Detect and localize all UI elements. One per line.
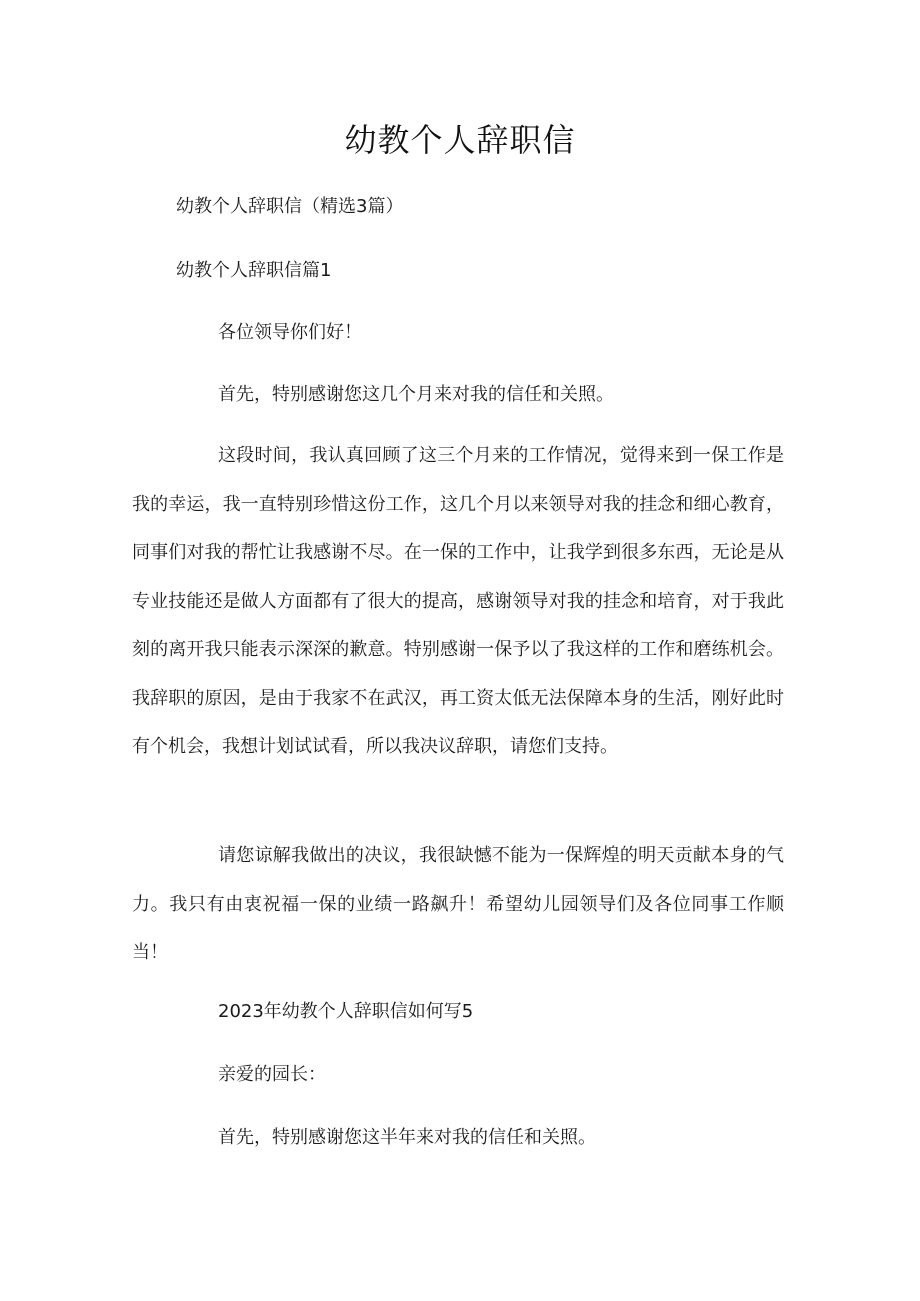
section-heading-1: 幼教个人辞职信篇1 <box>176 260 332 281</box>
greeting-1: 各位领导你们好！ <box>218 322 362 343</box>
body-paragraph-2: 请您谅解我做出的决议，我很缺憾不能为一保辉煌的明天贡献本身的气力。我只有由衷祝福一保的业绩一路飙升！希望幼儿园领导们及各位同事工作顺当！ <box>132 845 784 963</box>
greeting-2: 亲爱的园长： <box>218 1064 326 1085</box>
section-heading-2: 2023年幼教个人辞职信如何写5 <box>218 1001 474 1022</box>
document-subtitle: 幼教个人辞职信（精选3篇） <box>176 196 404 217</box>
thanks-line-1: 首先，特别感谢您这几个月来对我的信任和关照。 <box>218 384 614 405</box>
thanks-line-2: 首先，特别感谢您这半年来对我的信任和关照。 <box>218 1127 596 1148</box>
document-title: 幼教个人辞职信 <box>344 121 576 159</box>
body-paragraph-1: 这段时间，我认真回顾了这三个月来的工作情况，觉得来到一保工作是我的幸运，我一直特别珍惜这份工作，这几个月以来领导对我的挂念和细心教育，同事们对我的帮忙让我感谢不尽。在一保的工作中，让我学到很多东西，无论是从专业技能还是做人方面都有了很大的提高，感谢领导对我的挂念和培育，对于我此刻的离开我只能表示深深的歉意。特别感谢一保予以了我这样的工作和磨练机会。我辞职的原因，是由于我家不在武汉，再工资太低无法保障本身的生活，刚好此时有个机会，我想计划试试看，所以我决议辞职，请您们支持。 <box>132 445 784 757</box>
